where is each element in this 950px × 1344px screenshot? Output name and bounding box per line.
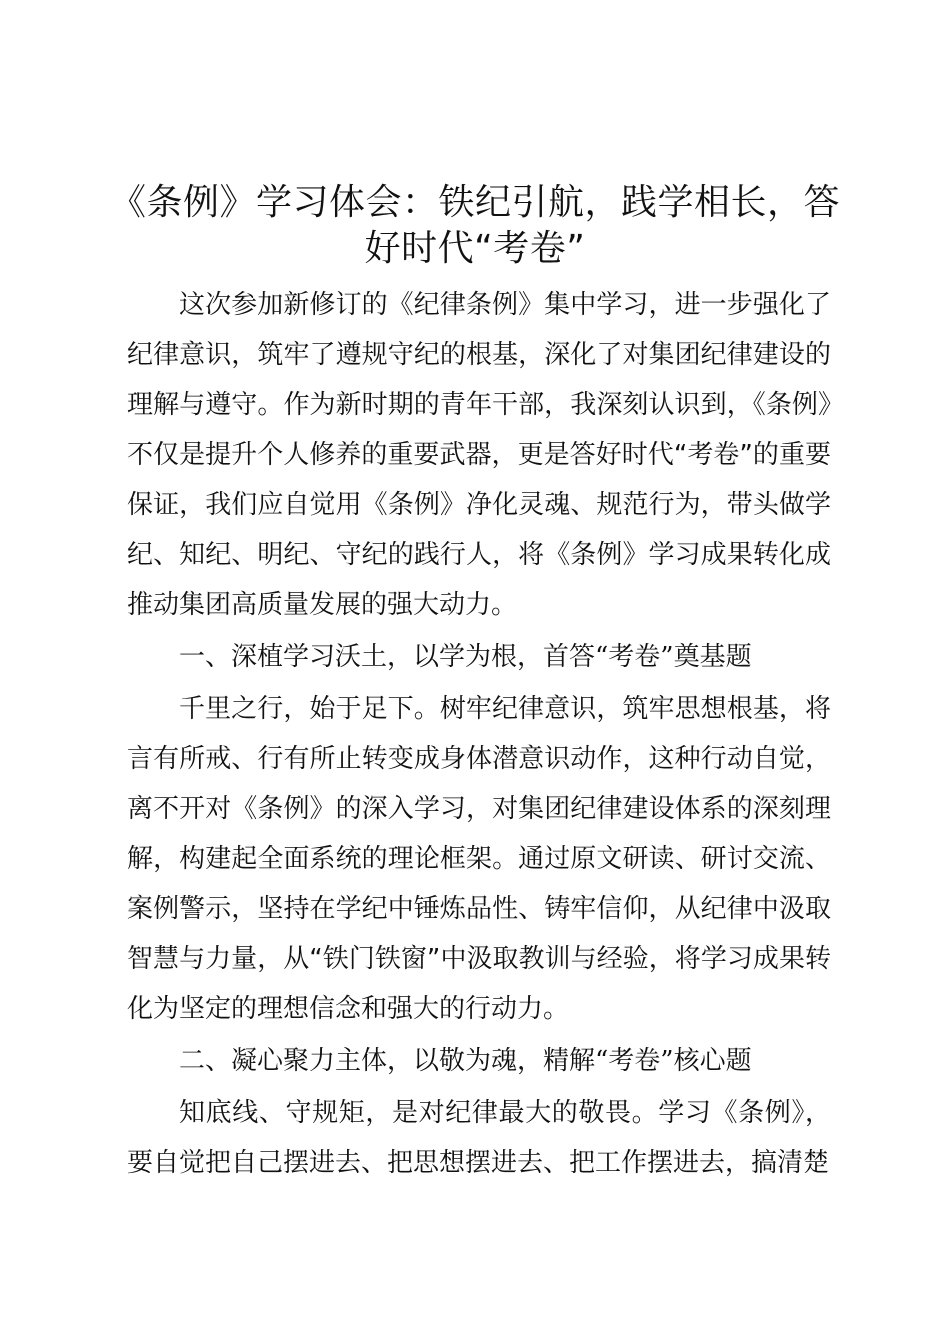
document-body <box>127 280 831 1188</box>
paragraph-section-2: 知底线、守规矩，是对纪律最大的敬畏。学习《条例》，要自觉把自己摆进去、把思想摆进去、把工作摆进去，搞清楚 <box>127 1098 831 1178</box>
section-heading-1: 一、深植学习沃土，以学为根，首答“考卷”奠基题 <box>179 642 752 672</box>
paragraph-intro: 这次参加新修订的《纪律条例》集中学习，进一步强化了纪律意识，筑牢了遵规守纪的根基，深化了对集团纪律建设的理解与遵守。作为新时期的青年干部，我深刻认识到，《条例》不仅是提升个人修养的重要武器，更是答好时代“考卷”的重要保证，我们应自觉用《条例》净化灵魂、规范行为，带头做学纪、知纪、明纪、守纪的践行人，将《条例》学习成果转化成推动集团高质量发展的强大动力。 <box>127 290 831 620</box>
paragraph-section-1: 千里之行，始于足下。树牢纪律意识，筑牢思想根基，将言有所戒、行有所止转变成身体潜意识动作，这种行动自觉，离不开对《条例》的深入学习，对集团纪律建设体系的深刻理解，构建起全面系统的理论框架。通过原文研读、研讨交流、案例警示，坚持在学纪中锤炼品性、铸牢信仰，从纪律中汲取智慧与力量，从“铁门铁窗”中汲取教训与经验，将学习成果转化为坚定的理想信念和强大的行动力。 <box>127 694 831 1024</box>
section-heading-2: 二、凝心聚力主体，以敬为魂，精解“考卷”核心题 <box>179 1046 752 1076</box>
document-title: 《条例》学习体会：铁纪引航，践学相长，答好时代“考卷” <box>110 182 841 269</box>
